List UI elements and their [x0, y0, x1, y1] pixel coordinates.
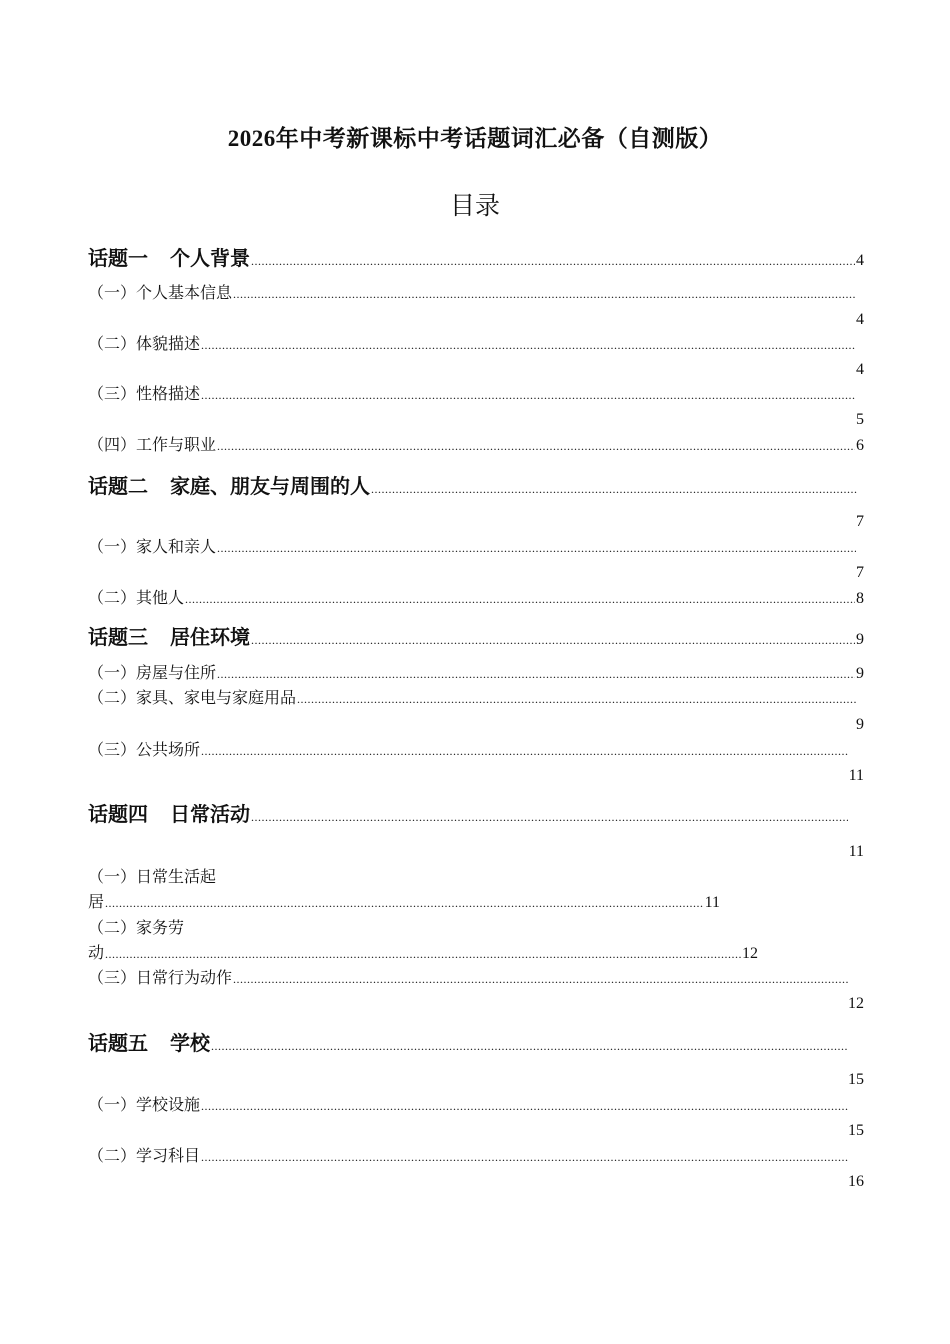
toc-entry-4-2-label[interactable]: （二）家务劳 — [88, 920, 185, 937]
toc-heading: 目录 — [449, 193, 500, 220]
toc-entry-3-3[interactable] — [88, 740, 848, 762]
page-number: 7 — [856, 513, 864, 530]
entry-label: （二）其他人 — [88, 590, 185, 607]
dot-leader — [251, 627, 855, 653]
topic-label: 日常活动 — [170, 804, 250, 826]
entry-label: （三）日常行为动作 — [88, 970, 233, 987]
page-number: 8 — [856, 590, 864, 607]
dot-leader — [105, 892, 704, 914]
toc-entry-5-2[interactable] — [88, 1146, 848, 1168]
entry-label: （三）公共场所 — [88, 742, 201, 759]
dot-leader — [201, 334, 856, 356]
page-number: 12 — [848, 995, 864, 1012]
page-number: 9 — [856, 665, 864, 682]
dot-leader — [217, 663, 855, 685]
page-number: 4 — [856, 311, 864, 328]
entry-label: （二）家具、家电与家庭用品 — [88, 690, 297, 707]
toc-entry-5-1[interactable] — [88, 1095, 848, 1117]
dot-leader — [201, 740, 848, 762]
dot-leader — [297, 688, 856, 710]
entry-label: 居 — [88, 894, 105, 911]
topic-number: 话题三 — [88, 627, 148, 649]
document-title: 2026年中考新课标中考话题词汇必备（自测版） — [227, 126, 723, 151]
dot-leader — [251, 804, 848, 830]
page-number: 9 — [856, 716, 864, 733]
toc-entry-topic-2[interactable] — [88, 474, 858, 502]
dot-leader — [217, 435, 855, 457]
topic-label: 个人背景 — [170, 248, 250, 270]
topic-number: 话题五 — [88, 1033, 148, 1055]
topic-number: 话题二 — [88, 476, 148, 498]
topic-label: 居住环境 — [170, 627, 250, 649]
entry-label: （一）个人基本信息 — [88, 285, 233, 302]
toc-entry-1-3[interactable] — [88, 384, 856, 406]
page-number: 4 — [856, 361, 864, 378]
page-number: 15 — [848, 1122, 864, 1139]
page-number: 4 — [856, 252, 864, 269]
dot-leader — [233, 968, 848, 990]
toc-entry-4-2[interactable] — [88, 943, 758, 965]
toc-entry-2-2[interactable] — [88, 588, 864, 610]
entry-label: （三）性格描述 — [88, 386, 201, 403]
toc-entry-topic-5[interactable] — [88, 1031, 848, 1059]
entry-label: 动 — [88, 945, 105, 962]
dot-leader — [233, 283, 856, 305]
toc-entry-1-1[interactable] — [88, 283, 856, 305]
toc-entry-1-2[interactable] — [88, 334, 856, 356]
dot-leader — [201, 1146, 848, 1168]
page-number: 11 — [704, 894, 720, 911]
dot-leader — [185, 588, 855, 610]
toc-entry-topic-4[interactable] — [88, 802, 848, 830]
page-number: 11 — [848, 767, 864, 784]
topic-label: 家庭、朋友与周围的人 — [170, 476, 370, 498]
entry-label: （一）学校设施 — [88, 1097, 201, 1114]
page-number: 12 — [742, 945, 758, 962]
entry-label: （一）家人和亲人 — [88, 539, 217, 556]
toc-entry-topic-3[interactable] — [88, 625, 864, 653]
topic-number: 话题一 — [88, 248, 148, 270]
dot-leader — [251, 248, 855, 274]
entry-label: （一）房屋与住所 — [88, 665, 217, 682]
toc-entry-1-4[interactable] — [88, 435, 864, 457]
toc-entry-topic-1[interactable] — [88, 246, 864, 274]
toc-entry-4-1[interactable] — [88, 892, 720, 914]
page-number: 16 — [848, 1173, 864, 1190]
page-number: 6 — [856, 437, 864, 454]
page-number: 7 — [856, 564, 864, 581]
entry-label: （二）学习科目 — [88, 1148, 201, 1165]
toc-entry-4-1-label[interactable]: （一）日常生活起 — [88, 869, 217, 886]
entry-label: （四）工作与职业 — [88, 437, 217, 454]
toc-entry-4-3[interactable] — [88, 968, 848, 990]
page-number: 11 — [848, 843, 864, 860]
dot-leader — [105, 943, 741, 965]
dot-leader — [201, 384, 856, 406]
dot-leader — [201, 1095, 848, 1117]
topic-label: 学校 — [170, 1033, 210, 1055]
page-number: 15 — [848, 1071, 864, 1088]
topic-number: 话题四 — [88, 804, 148, 826]
toc-entry-3-2[interactable] — [88, 688, 856, 710]
page-number: 9 — [856, 631, 864, 648]
dot-leader — [371, 476, 858, 502]
toc-entry-3-1[interactable] — [88, 663, 864, 685]
toc-entry-2-1[interactable] — [88, 537, 856, 559]
entry-label: （二）体貌描述 — [88, 336, 201, 353]
dot-leader — [211, 1033, 848, 1059]
dot-leader — [217, 537, 856, 559]
page-number: 5 — [856, 411, 864, 428]
